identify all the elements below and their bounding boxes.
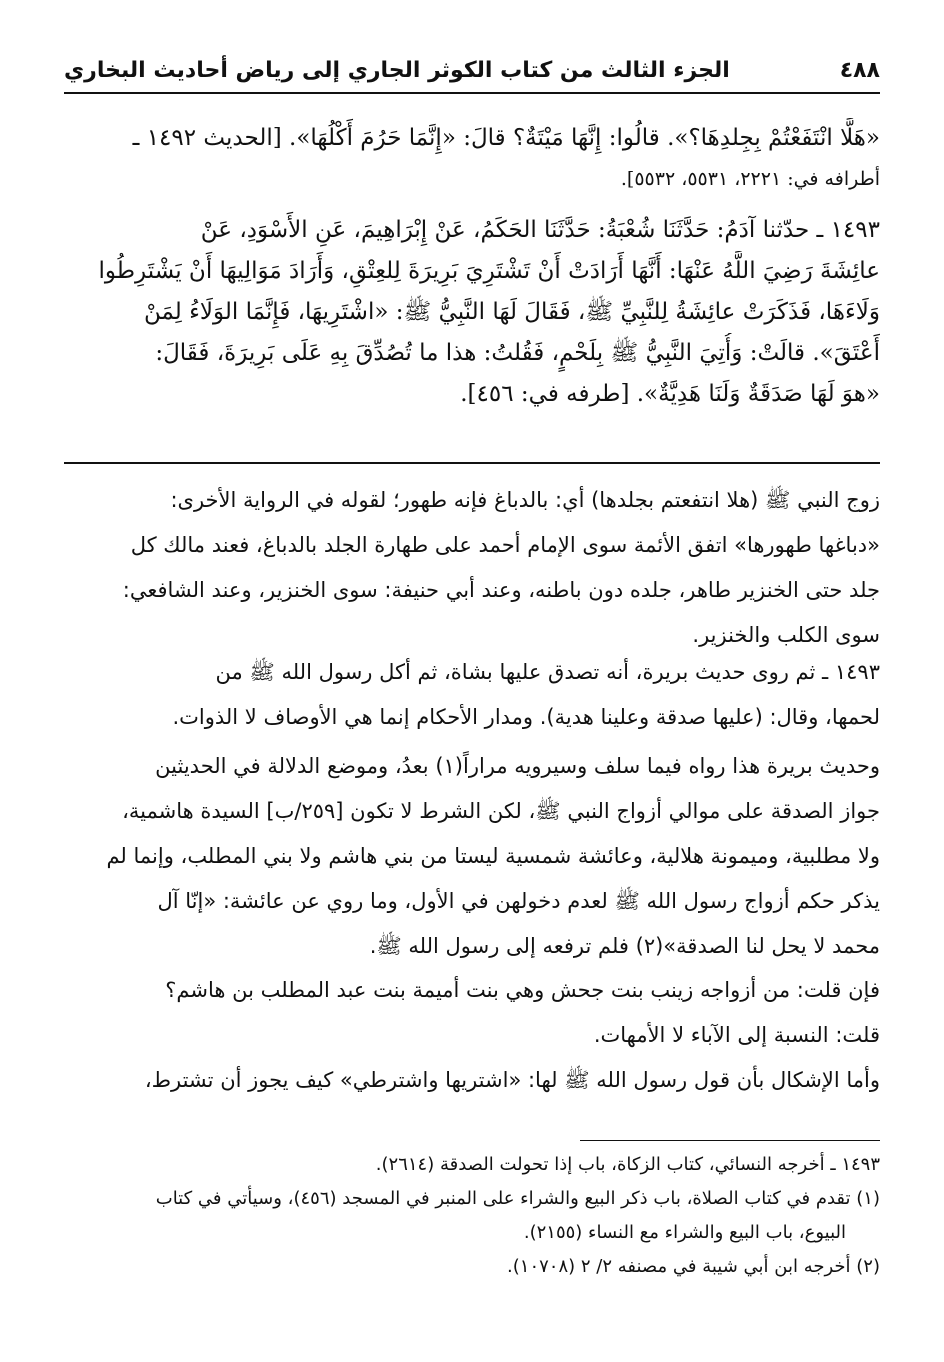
page-number: ٤٨٨ xyxy=(839,57,880,83)
commentary-line: زوج النبي ﷺ (هلا انتفعتم بجلدها) أي: بالدباغ فإنه طهور؛ لقوله في الرواية الأخرى: xyxy=(170,488,880,512)
commentary-line: ١٤٩٣ ـ ثم روى حديث بريرة، أنه تصدق عليها بشاة، ثم أكل رسول الله ﷺ من xyxy=(215,660,880,684)
running-title: الجزء الثالث من كتاب الكوثر الجاري إلى رياض أحاديث البخاري xyxy=(64,57,730,83)
commentary-line: وحديث بريرة هذا رواه فيما سلف وسيرويه مراراً(١) بعدُ، وموضع الدلالة في الحديثين xyxy=(155,754,880,778)
commentary-line: جواز الصدقة على موالي أزواج النبي ﷺ، لكن الشرط لا تكون [٢٥٩/ب] السيدة هاشمية، xyxy=(122,799,880,823)
footnote-line: البيوع، باب البيع والشراء مع النساء (٢١٥٥). xyxy=(523,1222,846,1243)
commentary-line: جلد حتى الخنزير طاهر، جلده دون باطنه، وعند أبي حنيفة: سوى الخنزير، وعند الشافعي: xyxy=(122,578,880,602)
commentary-paragraph-5 xyxy=(64,1058,880,1103)
commentary-paragraph-1 xyxy=(64,478,880,658)
hadith-cross-reference: أطرافه في: ٢٢٢١، ٥٥٣١، ٥٥٣٢]. xyxy=(620,168,880,190)
footnote-divider xyxy=(580,1140,880,1141)
text-commentary-divider xyxy=(64,462,880,464)
hadith-line: «هَلَّا انْتَفَعْتُمْ بِجِلدِهَا؟». قالُوا: إِنَّهَا مَيْتَةٌ؟ قالَ: «إِنَّمَا حَرُمَ أَكْلُهَا». [الحديث ١٤٩٢ ـ xyxy=(132,125,880,151)
footnotes xyxy=(64,1148,880,1284)
commentary-line: سوى الكلب والخنزير. xyxy=(692,623,880,647)
hadith-1493 xyxy=(64,210,880,415)
commentary-line: «دباغها طهورها» اتفق الأئمة سوى الإمام أحمد على طهارة الجلد بالدباغ، فعند مالك كل xyxy=(130,533,880,557)
hadith-line: أَعْتَقَ». قالَتْ: وَأُتِيَ النَّبِيُّ ﷺ بِلَحْمٍ، فَقُلتُ: هذا ما تُصُدِّقَ بِهِ عَلَى بَرِيرَةَ، فَقَالَ: xyxy=(155,340,880,366)
hadith-line: عائِشَةَ رَضِيَ اللَّهُ عَنْهَا: أَنَّهَا أَرَادَتْ أَنْ تَشْتَرِيَ بَرِيرَةَ لِلعِتْقِ، وَأَرَادَ مَوَالِيهَا أَنْ يَشْتَرِطُوا xyxy=(98,258,880,284)
footnote-line: (١) تقدم في كتاب الصلاة، باب ذكر البيع والشراء على المنبر في المسجد (٤٥٦)، وسيأتي في كتاب xyxy=(155,1188,880,1209)
hadith-line: «هوَ لَهَا صَدَقَةٌ وَلَنَا هَدِيَّةٌ». [طرفه في: ٤٥٦]. xyxy=(460,381,880,407)
footnote-line: (٢) أخرجه ابن أبي شيبة في مصنفه ٢/ ٢ (١٠٧٠٨). xyxy=(507,1256,880,1277)
footnote-line: ١٤٩٣ ـ أخرجه النسائي، كتاب الزكاة، باب إذا تحولت الصدقة (٢٦١٤). xyxy=(375,1154,880,1175)
header-divider xyxy=(64,92,880,94)
hadith-line: ١٤٩٣ ـ حدّثنا آدَمُ: حَدَّثَنَا شُعْبَةُ: حَدَّثَنَا الحَكَمُ، عَنْ إِبْرَاهِيمَ، عَنِ الأَسْوَدِ، عَنْ xyxy=(200,217,880,243)
commentary-line: قلت: النسبة إلى الآباء لا الأمهات. xyxy=(593,1023,880,1047)
commentary-paragraph-4 xyxy=(64,968,880,1058)
commentary-line: فإن قلت: من أزواجه زينب بنت جحش وهي بنت أميمة بنت عبد المطلب بن هاشم؟ xyxy=(165,978,880,1002)
hadith-line: وَلَاءَهَا، فَذَكَرَتْ عائِشَةُ لِلنَّبِيِّ ﷺ، فَقَالَ لَهَا النَّبِيُّ ﷺ: «اشْتَرِيهَا، فَإِنَّمَا الوَلَاءُ لِمَنْ xyxy=(143,299,880,325)
page-header xyxy=(64,50,880,90)
commentary-line: وأما الإشكال بأن قول رسول الله ﷺ لها: «اشتريها واشترطي» كيف يجوز أن تشترط، xyxy=(144,1068,880,1092)
commentary-line: يذكر حكم أزواج رسول الله ﷺ لعدم دخولهن في الأول، وما روي عن عائشة: «إنّا آل xyxy=(157,889,880,913)
commentary-line: لحمها، وقال: (عليها صدقة وعلينا هدية). ومدار الأحكام إنما هي الأوصاف لا الذوات. xyxy=(172,705,880,729)
commentary-paragraph-2 xyxy=(64,650,880,740)
commentary-paragraph-3 xyxy=(64,744,880,969)
commentary-line: محمد لا يحل لنا الصدقة»(٢) فلم ترفعه إلى رسول الله ﷺ. xyxy=(369,934,880,958)
hadith-1492-ending xyxy=(64,118,880,200)
commentary-line: ولا مطلبية، وميمونة هلالية، وعائشة شمسية ليستا من بني هاشم ولا بني المطلب، وإنما لم xyxy=(106,844,880,868)
